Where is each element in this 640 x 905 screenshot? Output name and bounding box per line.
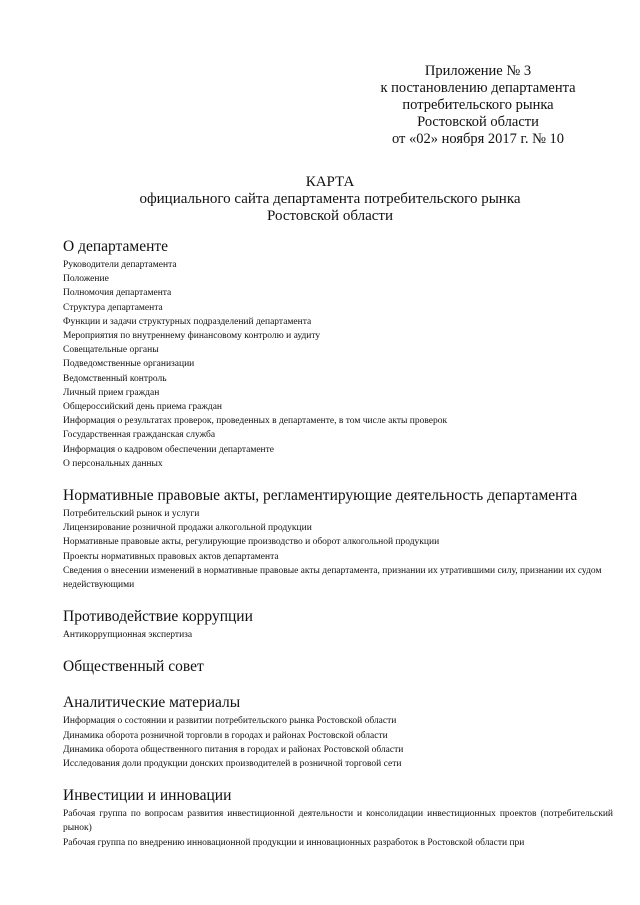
list-item[interactable]: Информация о результатах проверок, проведенных в департаменте, в том числе акты проверок (63, 416, 448, 427)
section-items (63, 807, 613, 850)
list-item[interactable]: О персональных данных (63, 458, 163, 469)
title-line: официального сайта департамента потребительского рынка (139, 191, 521, 207)
list-item[interactable]: Личный прием граждан (63, 387, 160, 398)
list-item[interactable]: Сведения о внесении изменений в нормативные правовые акты департамента, признании их утратившими силу, признании их судом недействующими (63, 565, 602, 591)
appendix-header (348, 63, 608, 148)
section-title: Противодействие коррупции (63, 608, 253, 626)
list-item[interactable]: Нормативные правовые акты, регулирующие производство и оборот алкогольной продукции (63, 537, 440, 548)
list-item[interactable]: Мероприятия по внутреннему финансовому контролю и аудиту (63, 331, 321, 342)
list-item[interactable]: Динамика оборота розничной торговли в городах и районах Ростовской области (63, 730, 388, 741)
list-item[interactable]: Исследования доли продукции донских производителей в розничной торговой сети (63, 759, 402, 770)
list-item[interactable]: Совещательные органы (63, 345, 159, 356)
list-item[interactable]: Ведомственный контроль (63, 373, 167, 384)
appendix-line: от «02» ноября 2017 г. № 10 (391, 131, 565, 147)
list-item[interactable]: Проекты нормативных правовых актов департамента (63, 551, 279, 562)
list-item[interactable]: Структура департамента (63, 302, 163, 313)
section-analytics (63, 694, 613, 771)
section-title[interactable]: Общественный совет (63, 658, 204, 676)
list-item[interactable]: Рабочая группа по вопросам развития инвестиционной деятельности и консолидации инвестиционных проектов (потребительский рынок) (63, 809, 613, 834)
section-title: Нормативные правовые акты, регламентирующие деятельность департамента (63, 487, 578, 505)
section-items (63, 258, 613, 471)
list-item[interactable]: Подведомственные организации (63, 359, 195, 370)
section-items (63, 507, 613, 592)
list-item[interactable]: Рабочая группа по внедрению инновационной продукции и инновационных разработок в Ростовской области при (63, 837, 525, 848)
list-item[interactable]: Положение (63, 274, 109, 285)
list-item[interactable]: Динамика оборота общественного питания в городах и районах Ростовской области (63, 744, 404, 755)
list-item[interactable]: Государственная гражданская служба (63, 430, 216, 441)
appendix-line: к постановлению департамента (380, 80, 576, 96)
site-map-content (63, 238, 613, 850)
section-title: Аналитические материалы (63, 694, 241, 712)
section-items (63, 714, 613, 771)
section-title: О департаменте (63, 238, 169, 255)
title-line: Ростовской области (267, 208, 393, 224)
list-item[interactable]: Информация о кадровом обеспечении департаменте (63, 444, 275, 455)
appendix-line: Приложение № 3 (424, 63, 532, 79)
list-item[interactable]: Информация о состоянии и развитии потребительского рынка Ростовской области (63, 716, 397, 727)
appendix-line: потребительского рынка (402, 97, 554, 113)
document-title (40, 174, 620, 225)
section-title: Инвестиции и инновации (63, 787, 232, 805)
title-line: КАРТА (305, 174, 355, 190)
section-about (63, 238, 613, 471)
list-item[interactable]: Функции и задачи структурных подразделений департамента (63, 316, 312, 327)
list-item[interactable]: Полномочия департамента (63, 288, 172, 299)
list-item[interactable]: Лицензирование розничной продажи алкогольной продукции (63, 523, 312, 534)
appendix-line: Ростовской области (417, 114, 539, 130)
section-public-council (63, 658, 613, 676)
section-investments (63, 787, 613, 850)
section-items (63, 628, 613, 642)
section-anticorruption (63, 608, 613, 642)
list-item[interactable]: Потребительский рынок и услуги (63, 509, 200, 520)
list-item[interactable]: Руководители департамента (63, 260, 177, 270)
list-item[interactable]: Антикоррупционная экспертиза (63, 630, 193, 641)
section-legal-acts (63, 487, 613, 592)
list-item[interactable]: Общероссийский день приема граждан (63, 402, 223, 413)
